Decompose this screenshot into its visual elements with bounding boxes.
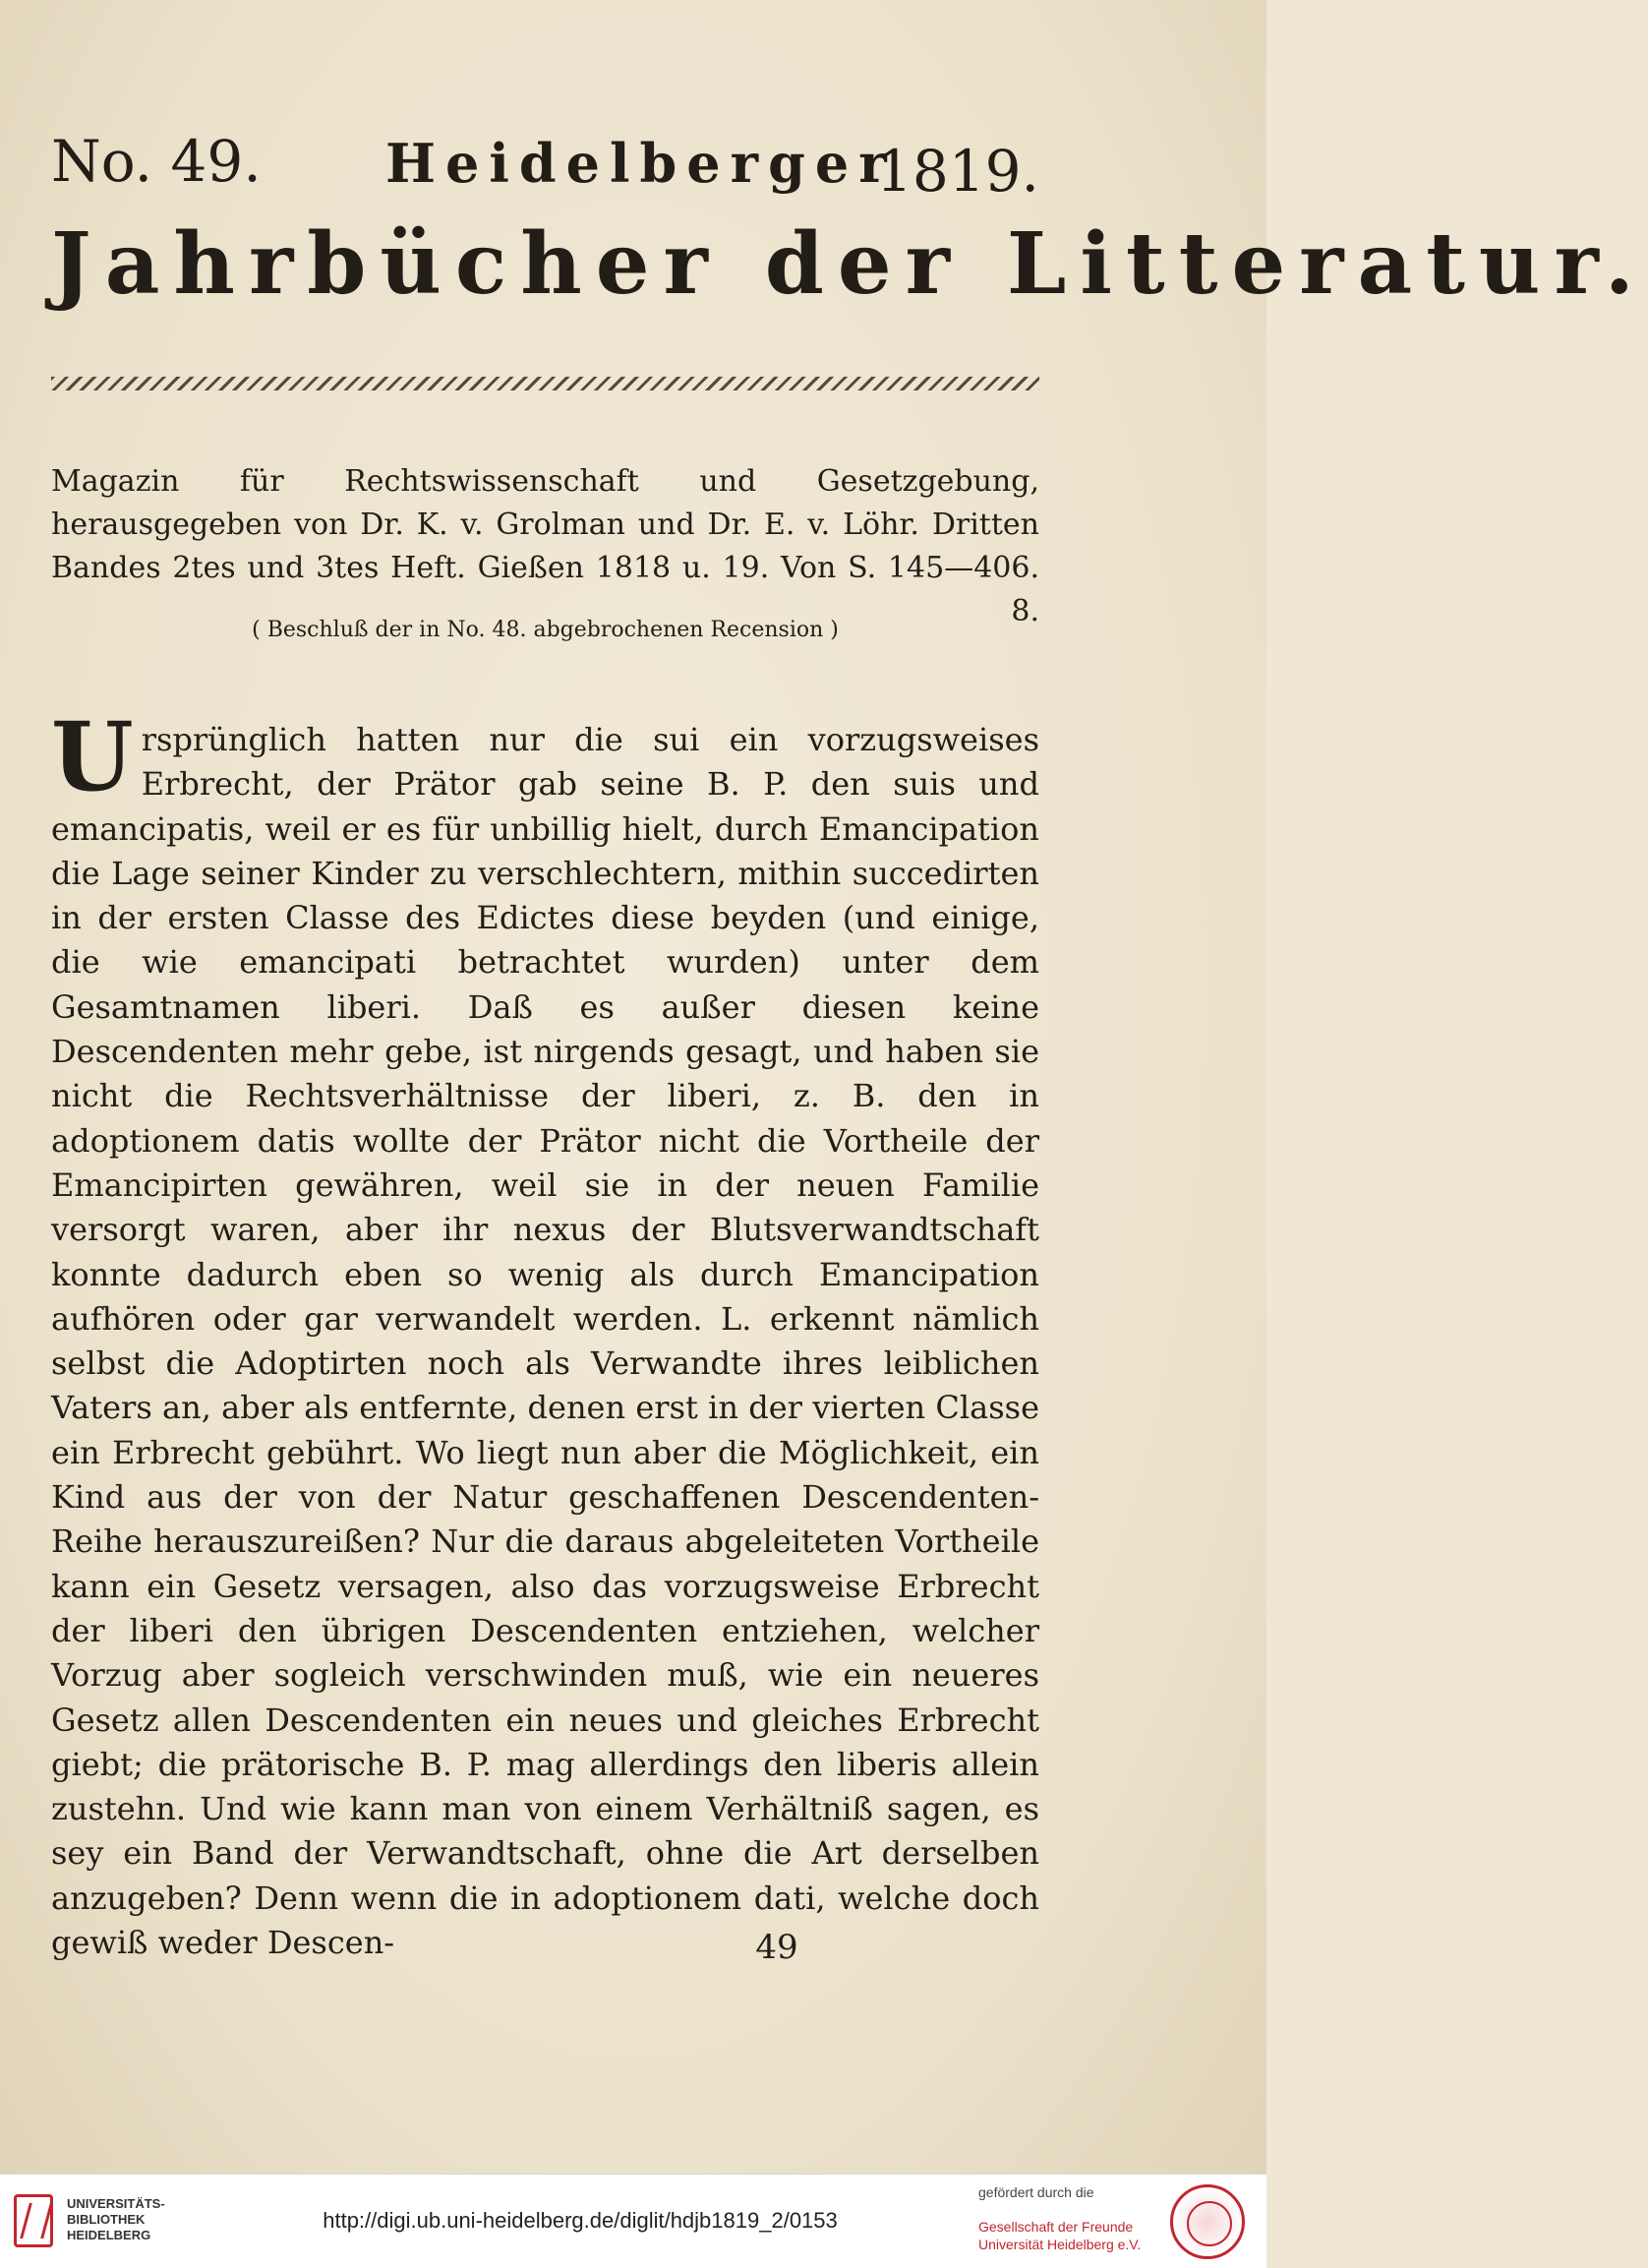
review-body bbox=[51, 701, 1039, 1965]
signature-mark: 49 bbox=[755, 1928, 798, 1967]
digitization-footer bbox=[0, 2174, 1266, 2268]
drop-cap: U bbox=[51, 701, 134, 812]
journal-title-main: Jahrbücher der Litteratur. bbox=[51, 214, 1648, 314]
library-logo-icon bbox=[14, 2194, 53, 2247]
masthead bbox=[51, 128, 1039, 205]
sponsor-name: Gesellschaft der Freunde Universität Heidelberg e.V. bbox=[978, 2219, 1142, 2252]
issue-year: 1819. bbox=[875, 138, 1039, 205]
journal-title-small: Heidelberger bbox=[385, 132, 897, 195]
library-name: UNIVERSITÄTS-BIBLIOTHEK HEIDELBERG bbox=[67, 2196, 165, 2242]
ornamental-rule bbox=[51, 377, 1039, 390]
university-seal-icon bbox=[1170, 2184, 1245, 2259]
review-heading: Magazin für Rechtswissenschaft und Gesetzgebung, herausgegeben von Dr. K. v. Grolman und Dr. E. v. Löhr. Dritten Bandes 2tes und 3tes Heft. Gießen 1818 u. 19. Von S. 145—406. 8. bbox=[51, 464, 1039, 628]
sponsor-label: gefördert durch die bbox=[978, 2184, 1094, 2200]
source-url[interactable]: http://digi.ub.uni-heidelberg.de/diglit/hdjb1819_2/0153 bbox=[323, 2208, 838, 2233]
review-body-text: rsprünglich hatten nur die sui ein vorzugsweises Erbrecht, der Prätor gab seine B. P. den suis und emancipatis, weil er es für unbillig hielt, durch Emancipation die Lage seiner Kinder zu verschlechtern, mithin succedirten in der ersten Classe des Edictes diese beyden (und einige, die wie emancipati betrachtet wurden) unter dem Gesamtnamen liberi. Daß es außer diesen keine Descendenten mehr gebe, ist nirgends gesagt, und haben sie nicht die Rechtsverhältnisse der liberi, z. B. den in adoptionem datis wollte der Prätor nicht die Vortheile der Emancipirten gewähren, weil sie in der neuen Familie versorgt waren, aber ihr nexus der Blutsverwandtschaft konnte dadurch eben so wenig als durch Emancipation aufhören oder gar verwandelt werden. L. erkennt nämlich selbst die Adoptirten noch als Verwandte ihres leiblichen Vaters an, aber als entfernte, denen erst in der vierten Classe ein Erbrecht gebührt. Wo liegt nun aber die Möglichkeit, ein Kind aus der von der Natur geschaffenen Descendenten-Reihe herauszureißen? Nur die daraus abgeleiteten Vortheile kann ein Gesetz versagen, also das vorzugsweise Erbrecht der liberi den übrigen Descendenten entziehen, welcher Vorzug aber sogleich verschwinden muß, wie ein neueres Gesetz allen Descendenten ein neues und gleiches Erbrecht giebt; die prätorische B. P. mag allerdings den liberis allein zustehn. Und wie kann man von einem Verhältniß sagen, es sey ein Band der Verwandtschaft, ohne die Art derselben anzugeben? Denn wenn die in adoptionem dati, welche doch gewiß weder Descen- bbox=[51, 721, 1039, 1962]
continuation-note: ( Beschluß der in No. 48. abgebrochenen Recension ) bbox=[252, 618, 839, 642]
issue-number: No. 49. bbox=[51, 128, 262, 195]
